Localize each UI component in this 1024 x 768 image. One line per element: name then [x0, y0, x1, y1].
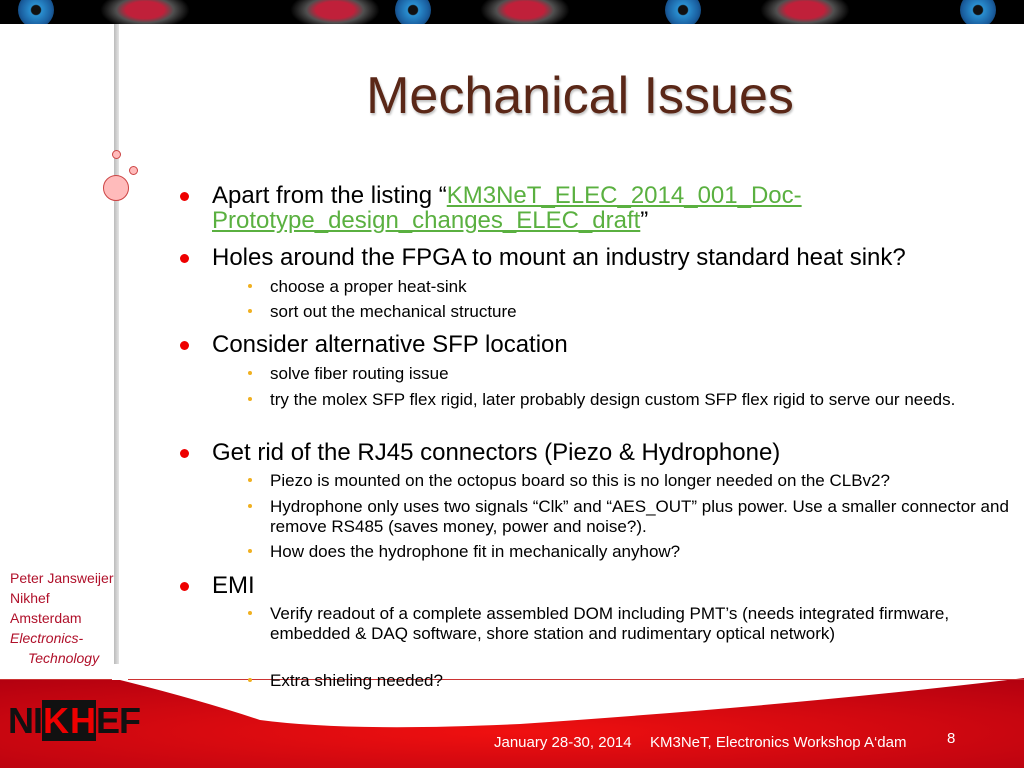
- author-dept: Electronics-: [10, 630, 84, 646]
- divider: [0, 679, 112, 680]
- bullet-text: Apart from the listing “: [212, 182, 447, 209]
- page-number: 8: [947, 730, 956, 747]
- bullet-text: Get rid of the RJ45 connectors (Piezo & Hydrophone): [212, 439, 781, 466]
- sub-bullet-text: Piezo is mounted on the octopus board so this is no longer needed on the CLBv2?: [270, 471, 890, 490]
- footer-event: KM3NeT, Electronics Workshop A‘dam: [650, 734, 907, 751]
- bullet-text: EMI: [212, 572, 255, 599]
- author-dept: Technology: [28, 650, 100, 666]
- sub-bullet-text: try the molex SFP flex rigid, later probably design custom SFP flex rigid to serve our needs.: [270, 390, 956, 409]
- doc-link[interactable]: Prototype_design_changes_ELEC_draft: [212, 207, 641, 234]
- bullet-text: ”: [640, 207, 649, 234]
- author-city: Amsterdam: [10, 610, 82, 626]
- author-name: Peter Jansweijer: [10, 570, 114, 586]
- sub-bullet-text: sort out the mechanical structure: [270, 302, 517, 321]
- bullet-text: Holes around the FPGA to mount an industry standard heat sink?: [212, 244, 906, 271]
- sub-bullet-text: choose a proper heat-sink: [270, 277, 467, 296]
- sub-bullet-text: Extra shieling needed?: [270, 671, 443, 690]
- bullet-text: Consider alternative SFP location: [212, 331, 568, 358]
- sub-bullet: [270, 671, 1010, 691]
- footer-date: January 28-30, 2014: [494, 734, 632, 751]
- nikhef-logo: NIKHEF: [8, 700, 141, 741]
- slide-title: Mechanical Issues: [366, 67, 794, 125]
- sub-bullet-text: Hydrophone only uses two signals “Clk” and “AES_OUT” plus power. Use a smaller connector and remove RS485 (saves money, power and noise?).: [270, 497, 1009, 536]
- sub-bullet-text: solve fiber routing issue: [270, 364, 449, 383]
- doc-link[interactable]: KM3NeT_ELEC_2014_001_Doc-: [446, 182, 802, 209]
- author-org: Nikhef: [10, 590, 50, 606]
- sub-bullet-text: How does the hydrophone fit in mechanically anyhow?: [270, 542, 681, 561]
- sub-bullet-text: Verify readout of a complete assembled DOM including PMT’s (needs integrated firmware, embedded & DAQ software, shore station and rudimentary optical network): [270, 604, 950, 643]
